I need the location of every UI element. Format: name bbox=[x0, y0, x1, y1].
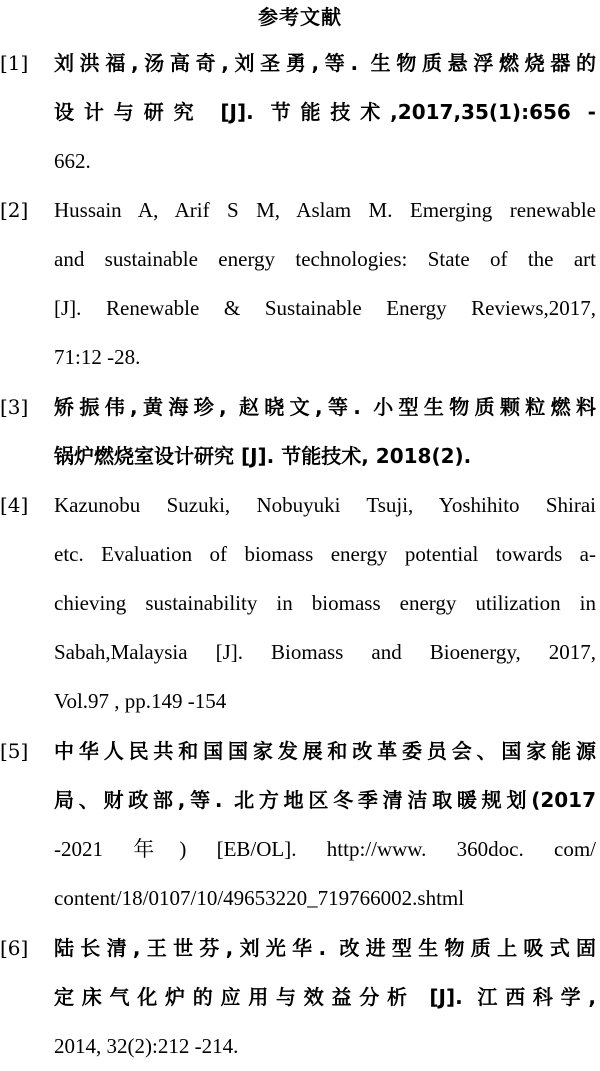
reference-line: 设计与研究 [J]. 节能技术,2017,35(1):656 - bbox=[54, 100, 596, 124]
reference-line: 刘洪福,汤高奇,刘圣勇,等. 生物质悬浮燃烧器的 bbox=[54, 51, 596, 75]
reference-line: 局、财政部,等. 北方地区冬季清洁取暖规划(2017 bbox=[54, 788, 596, 812]
reference-line: etc. Evaluation of biomass energy potential towards a- bbox=[54, 542, 596, 566]
page-title: 参考文献 bbox=[258, 5, 342, 29]
reference-line: 锅炉燃烧室设计研究 [J]. 节能技术, 2018(2). bbox=[54, 444, 472, 468]
reference-line: 中华人民共和国国家发展和改革委员会、国家能源 bbox=[54, 739, 596, 763]
reference-line: Vol.97 , pp.149 -154 bbox=[54, 689, 227, 713]
reference-line: Kazunobu Suzuki, Nobuyuki Tsuji, Yoshihito Shirai bbox=[54, 493, 596, 517]
reference-line: Hussain A, Arif S M, Aslam M. Emerging renewable bbox=[54, 198, 596, 222]
reference-line: content/18/0107/10/49653220_719766002.shtml bbox=[54, 886, 465, 910]
reference-line: 71:12 -28. bbox=[54, 345, 141, 369]
reference-line: 2014, 32(2):212 -214. bbox=[54, 1034, 239, 1058]
reference-number: [3] bbox=[0, 395, 29, 419]
reference-number: [2] bbox=[0, 198, 29, 222]
reference-line: chieving sustainability in biomass energy utilization in bbox=[54, 591, 596, 615]
reference-line: -2021 年) [EB/OL]. http://www. 360doc. com/ bbox=[54, 837, 596, 861]
reference-number: [4] bbox=[0, 493, 29, 517]
reference-number: [6] bbox=[0, 936, 29, 960]
reference-line: 陆长清,王世芬,刘光华. 改进型生物质上吸式固 bbox=[54, 936, 596, 960]
reference-line: 662. bbox=[54, 149, 91, 173]
reference-line: Sabah,Malaysia [J]. Biomass and Bioenergy, 2017, bbox=[54, 640, 596, 664]
reference-line: 矫振伟,黄海珍, 赵晓文,等. 小型生物质颗粒燃料 bbox=[54, 395, 596, 419]
reference-line: [J]. Renewable & Sustainable Energy Reviews,2017, bbox=[54, 296, 596, 320]
reference-line: and sustainable energy technologies: State of the art bbox=[54, 247, 596, 271]
reference-number: [1] bbox=[0, 51, 29, 75]
reference-line: 定床气化炉的应用与效益分析 [J]. 江西科学, bbox=[54, 985, 596, 1009]
reference-number: [5] bbox=[0, 739, 29, 763]
